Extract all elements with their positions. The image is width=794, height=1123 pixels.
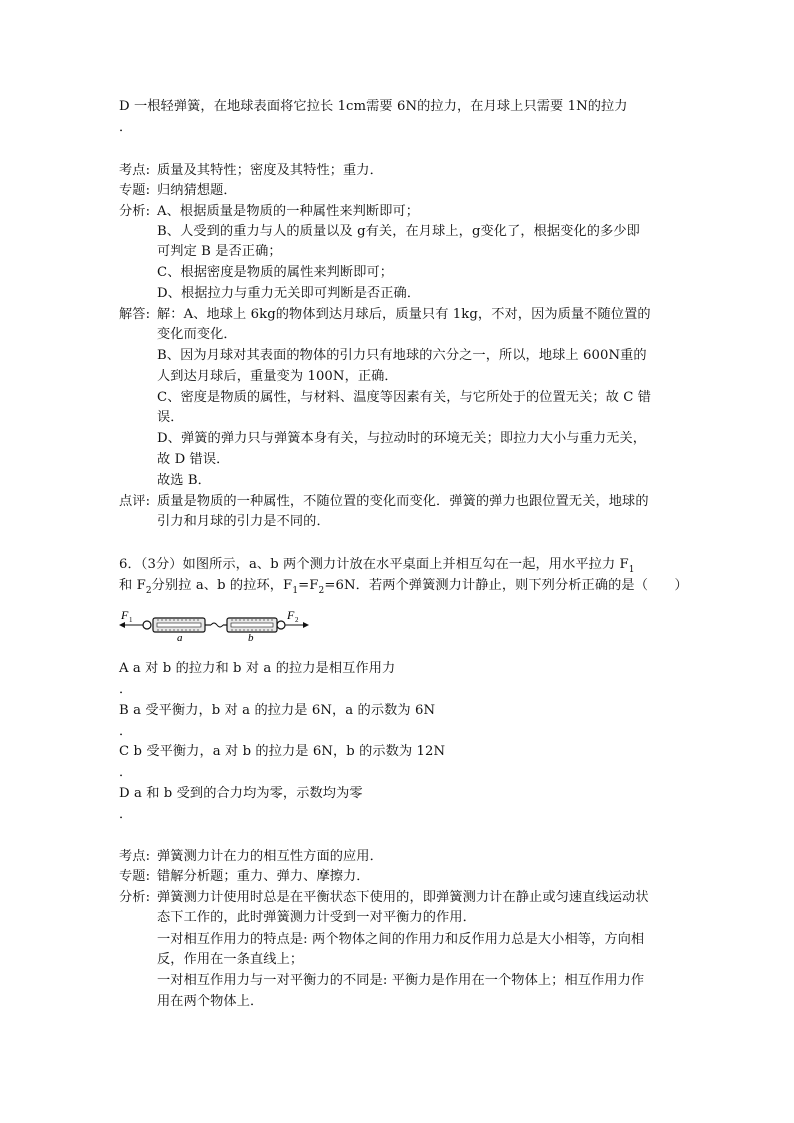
- f2-label: F: [287, 608, 295, 622]
- jieda-line: 解：A、地球上 6kg的物体到达月球后，质量只有 1kg，不对，因为质量不随位置的: [157, 307, 651, 322]
- spring-scales-figure: [119, 608, 309, 642]
- q6-option-c: C b 受平衡力，a 对 b 的拉力是 6N，b 的示数为 12N: [119, 744, 446, 759]
- q6-stem-text: =6N．若两个弹簧测力计静止，则下列分析正确的是（ ）: [324, 578, 688, 593]
- dianping-label: 点评:: [119, 494, 151, 509]
- fenxi-line: 态下工作的，此时弹簧测力计受到一对平衡力的作用．: [157, 910, 476, 925]
- kaodian-text: 质量及其特性；密度及其特性；重力．: [157, 163, 383, 178]
- kaodian-text: 弹簧测力计在力的相互性方面的应用．: [157, 849, 383, 864]
- scale-b-label: b: [248, 632, 254, 642]
- q5-jieda: [119, 307, 651, 323]
- q6-stem-line1: [119, 557, 635, 574]
- zhuanti-text: 归纳猜想题．: [157, 183, 237, 198]
- fenxi-label: 分析:: [119, 204, 151, 219]
- jieda-line: 故 D 错误．: [157, 452, 230, 467]
- q6-option-d-dot: ．: [119, 807, 133, 822]
- fenxi-line: A、根据质量是物质的一种属性来判断即可；: [157, 204, 420, 219]
- fenxi-line: 反，作用在一条直线上；: [157, 952, 304, 967]
- f2-arrowhead: [303, 622, 309, 628]
- q5-kaodian: [119, 163, 383, 179]
- q5-option-d-dot: ．: [119, 120, 133, 135]
- jieda-line: B、因为月球对其表面的物体的引力只有地球的六分之一，所以，地球上 600N重的: [157, 348, 647, 363]
- q6-option-b-dot: ．: [119, 724, 133, 739]
- jieda-line: 人到达月球后，重量变为 100N，正确．: [157, 369, 398, 384]
- q6-option-d: D a 和 b 受到的合力均为零，示数均为零: [119, 786, 363, 801]
- fenxi-line: 弹簧测力计使用时总是在平衡状态下使用的，即弹簧测力计在静止或匀速直线运动状: [157, 890, 649, 905]
- q5-dianping: [119, 494, 649, 510]
- q5-option-d: D 一根轻弹簧，在地球表面将它拉长 1cm需要 6N的拉力，在月球上只需要 1N的拉力: [119, 99, 628, 114]
- q6-stem-text: 分别拉 a、b 的拉环，F: [151, 578, 293, 593]
- hook-link: [211, 623, 223, 627]
- kaodian-label: 考点:: [119, 849, 151, 864]
- fenxi-line: 可判定 B 是否正确；: [157, 244, 282, 259]
- jieda-line: C、密度是物质的属性，与材料、温度等因素有关，与它所处于的位置无关；故 C 错: [157, 390, 652, 405]
- jieda-line: 故选 B．: [157, 473, 211, 488]
- q6-kaodian: [119, 849, 383, 865]
- zhuanti-text: 错解分析题；重力、弹力、摩擦力．: [157, 869, 370, 884]
- fenxi-line: 用在两个物体上．: [157, 994, 264, 1009]
- fenxi-line: 一对相互作用力与一对平衡力的不同是: 平衡力是作用在一个物体上；相互作用力作: [157, 973, 645, 988]
- zhuanti-label: 专题:: [119, 183, 151, 198]
- q5-fenxi: [119, 204, 419, 220]
- zhuanti-label: 专题:: [119, 869, 151, 884]
- scale-a-slot: [157, 623, 201, 627]
- ring-a: [143, 621, 151, 629]
- q6-stem-text: 和 F: [119, 578, 146, 593]
- ring-b: [277, 621, 285, 629]
- fenxi-line: B、人受到的重力与人的质量以及 g有关，在月球上，g变化了，根据变化的多少即: [157, 224, 640, 239]
- q6-zhuanti: [119, 869, 370, 885]
- jieda-label: 解答:: [119, 307, 151, 322]
- q6-option-a: A a 对 b 的拉力和 b 对 a 的拉力是相互作用力: [119, 661, 396, 676]
- jieda-line: D、弹簧的弹力只与弹簧本身有关，与拉动时的环境无关；即拉力大小与重力无关，: [157, 431, 647, 446]
- subscript: 1: [292, 586, 299, 596]
- q6-stem-line2: [119, 578, 688, 595]
- scale-b-slot: [231, 623, 273, 627]
- q5-zhuanti: [119, 183, 237, 199]
- f1-arrowhead: [119, 622, 125, 628]
- scale-a-label: a: [177, 632, 183, 642]
- jieda-line: 误．: [157, 410, 184, 425]
- q6-option-c-dot: ．: [119, 765, 133, 780]
- f1-subscript: 1: [129, 616, 133, 624]
- q6-option-b: B a 受平衡力，b 对 a 的拉力是 6N，a 的示数为 6N: [119, 703, 436, 718]
- kaodian-label: 考点:: [119, 163, 151, 178]
- dianping-line: 引力和月球的引力是不同的．: [157, 514, 330, 529]
- fenxi-label: 分析:: [119, 890, 151, 905]
- f1-label: F: [121, 608, 129, 622]
- f2-subscript: 2: [295, 616, 299, 624]
- subscript: 2: [318, 586, 325, 596]
- dianping-line: 质量是物质的一种属性，不随位置的变化而变化．弹簧的弹力也跟位置无关，地球的: [157, 494, 649, 509]
- jieda-line: 变化而变化．: [157, 327, 237, 342]
- subscript: 1: [628, 565, 635, 575]
- q6-fenxi: [119, 890, 649, 906]
- q6-stem-text: =F: [298, 578, 319, 593]
- fenxi-line: D、根据拉力与重力无关即可判断是否正确．: [157, 286, 421, 301]
- subscript: 2: [145, 586, 152, 596]
- q6-option-a-dot: ．: [119, 682, 133, 697]
- q6-stem-text: 6．（3分）如图所示，a、b 两个测力计放在水平桌面上并相互勾在一起，用水平拉力 F: [119, 557, 629, 572]
- fenxi-line: 一对相互作用力的特点是: 两个物体之间的作用力和反作用力总是大小相等，方向相: [157, 932, 645, 947]
- fenxi-line: C、根据密度是物质的属性来判断即可；: [157, 265, 394, 280]
